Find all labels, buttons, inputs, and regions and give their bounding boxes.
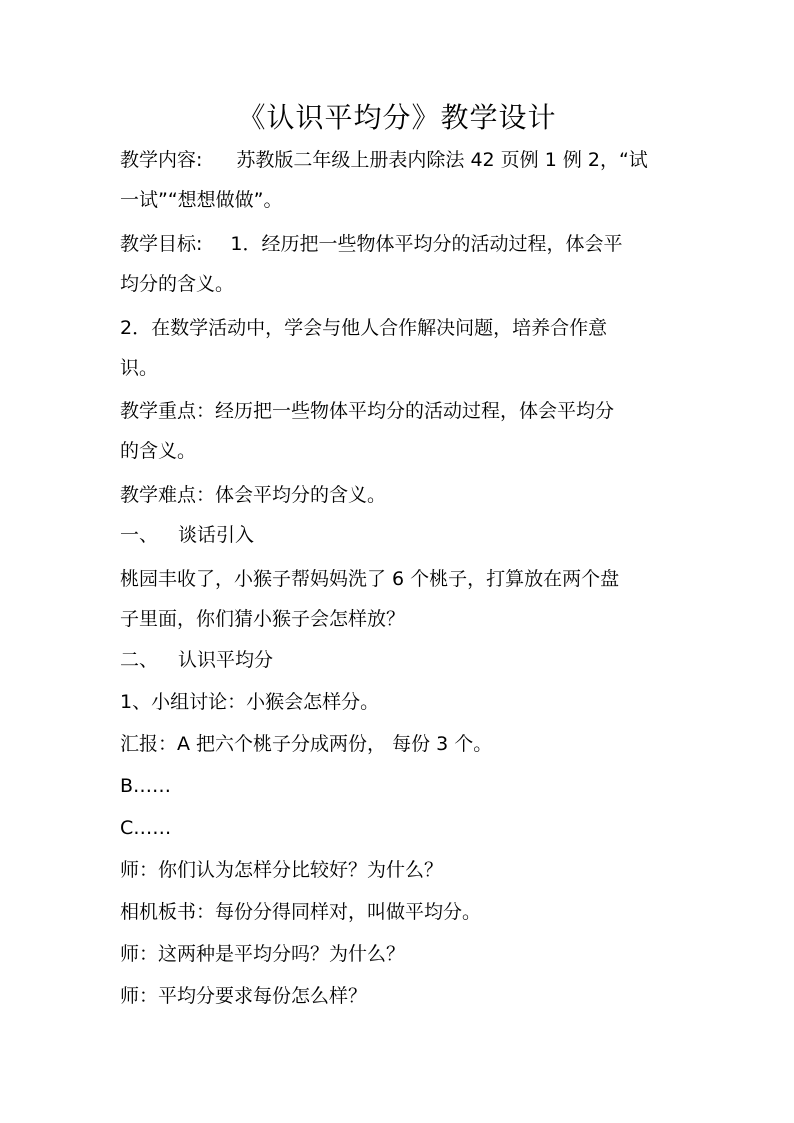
intro-text-cont: 子里面，你们猜小猴子会怎样放？	[120, 608, 406, 630]
section-heading-1	[120, 520, 680, 550]
objective-2-cont: 识。	[120, 357, 159, 379]
section-heading-2	[120, 645, 680, 675]
group-discussion: 1、小组讨论：小猴会怎样分。	[120, 691, 380, 713]
section-number: 一、	[120, 524, 159, 546]
key-point-cont: 的含义。	[120, 440, 197, 462]
board-note: 相机板书：每份分得同样对，叫做平均分。	[120, 901, 482, 923]
section-title: 认识平均分	[178, 649, 274, 671]
teacher-question-3: 师：平均分要求每份怎么样？	[120, 985, 368, 1007]
teacher-question-2: 师：这两种是平均分吗？为什么？	[120, 943, 406, 965]
content-text: 苏教版二年级上册表内除法 42 页例 1 例 2，“试	[236, 149, 648, 171]
section-title: 谈话引入	[178, 524, 255, 546]
objectives-line	[120, 229, 680, 259]
key-point: 教学重点：经历把一些物体平均分的活动过程，体会平均分	[120, 400, 615, 422]
content-line	[120, 145, 680, 175]
objective-2: 2．在数学活动中，学会与他人合作解决问题，培养合作意	[120, 317, 608, 339]
report-c: C……	[120, 817, 172, 839]
section-number: 二、	[120, 649, 159, 671]
report-a: 汇报：A 把六个桃子分成两份， 每份 3 个。	[120, 733, 493, 755]
objective-1: 1．经历把一些物体平均分的活动过程，体会平	[230, 233, 623, 255]
document-title: 《认识平均分》教学设计	[237, 101, 557, 134]
difficult-point: 教学难点：体会平均分的含义。	[120, 484, 387, 506]
intro-text: 桃园丰收了，小猴子帮妈妈洗了 6 个桃子，打算放在两个盘	[120, 568, 620, 590]
content-line: 一试”“想想做做”。	[120, 189, 283, 211]
objectives-label: 教学目标:	[120, 233, 203, 255]
teacher-question-1: 师：你们认为怎样分比较好？为什么？	[120, 859, 444, 881]
report-b: B……	[120, 775, 172, 797]
content-label: 教学内容:	[120, 149, 203, 171]
objective-1-cont: 均分的含义。	[120, 273, 235, 295]
